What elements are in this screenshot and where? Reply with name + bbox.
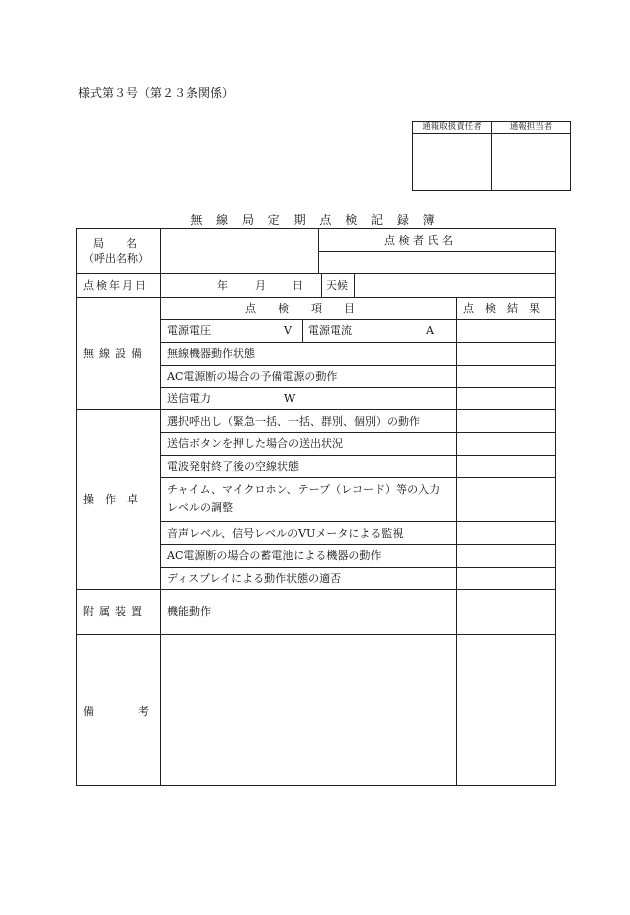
- transmit-power-label: 送信電力: [167, 392, 211, 405]
- inspector-name-label: 点 検 者 氏 名: [384, 234, 453, 247]
- month-label: 月: [255, 279, 266, 292]
- inspection-record-table: [76, 228, 556, 786]
- result-header: 点 検 結 果: [463, 302, 540, 315]
- console-item: ディスプレイによる動作状態の適否: [167, 572, 342, 585]
- remarks-field[interactable]: [161, 635, 455, 783]
- accessory-function-item: 機能動作: [167, 605, 211, 618]
- item-header: 点 検 項 目: [245, 302, 355, 315]
- remarks-section: 備 考: [83, 705, 149, 718]
- voltage-unit: V: [284, 324, 292, 337]
- console-item: 選択呼出し（緊急一括、一括、群別、個別）の動作: [167, 415, 420, 428]
- stamp-box-responsible[interactable]: [413, 134, 492, 191]
- console-item: 送信ボタンを押した場合の送出状況: [167, 437, 343, 450]
- voltage-label: 電源電圧: [167, 324, 211, 337]
- inspector-name-field[interactable]: [319, 253, 555, 272]
- console-item: 電波発射終了後の空線状態: [167, 460, 299, 473]
- day-label: 日: [292, 279, 303, 292]
- stamp-box-staff[interactable]: [492, 134, 571, 191]
- document-title: 無 線 局 定 期 点 検 記 録 簿: [190, 213, 440, 227]
- radio-equipment-section: 無線設備: [83, 347, 147, 360]
- current-unit: A: [426, 324, 434, 337]
- radio-operation-item: 無線機器動作状態: [167, 347, 255, 360]
- approval-stamp-boxes: [412, 121, 571, 191]
- transmit-power-unit: W: [284, 392, 296, 405]
- form-number: 様式第３号（第２３条関係）: [78, 86, 235, 100]
- console-section: 操 作 卓: [83, 493, 138, 506]
- console-item: チャイム、マイクロホン、テープ（レコード）等の入力: [167, 483, 441, 496]
- year-label: 年: [217, 279, 228, 292]
- stamp-header-staff: 通報担当者: [492, 122, 571, 134]
- weather-field[interactable]: [355, 274, 555, 296]
- inspection-date-label: 点検年月日: [83, 279, 148, 292]
- backup-power-item: AC電源断の場合の予備電源の動作: [167, 370, 338, 383]
- station-name-field[interactable]: [161, 229, 317, 272]
- station-name-label: 局 名: [93, 237, 137, 250]
- stamp-header-responsible: 通報取扱責任者: [413, 122, 492, 134]
- current-label: 電源電流: [308, 324, 352, 337]
- call-sign-label: （呼出名称）: [83, 252, 149, 265]
- console-item: レベルの調整: [167, 501, 233, 514]
- console-item: AC電源断の場合の蓄電池による機器の動作: [167, 549, 382, 562]
- console-item: 音声レベル、信号レベルのVUメータによる監視: [167, 527, 404, 540]
- accessory-section: 附属装置: [83, 605, 147, 618]
- weather-label: 天候: [326, 279, 348, 292]
